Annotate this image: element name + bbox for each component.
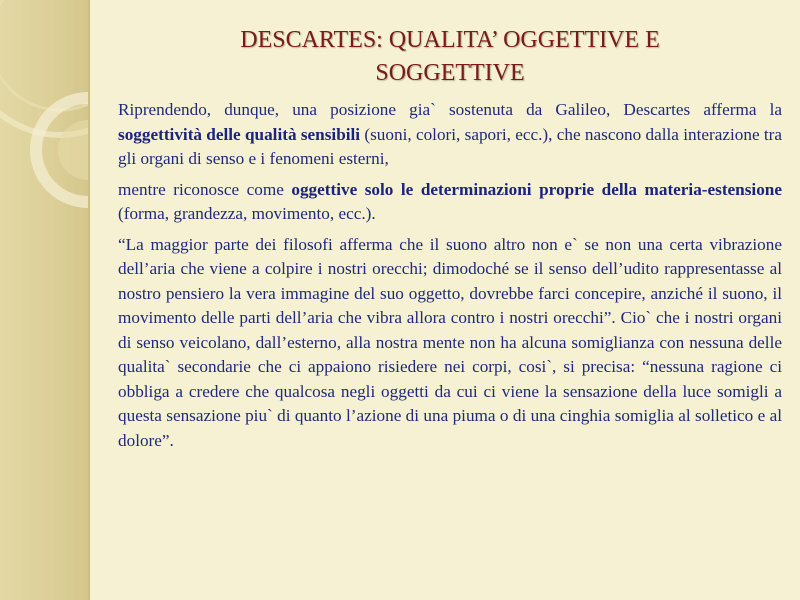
paragraph-1-text-a: Riprendendo, dunque, una posizione gia` sostenuta da Galileo, Descartes afferma la — [118, 100, 782, 119]
paragraph-1-bold: soggettività delle qualità sensibili — [118, 124, 361, 144]
paragraph-2-bold: oggettive solo le determinazioni proprie della materia-estensione — [291, 179, 782, 199]
paragraph-1-text-c: (suoni, colori, sapori, ecc.), che nascono dalla interazione tra gli organi di senso e i fenomeni esterni, — [118, 124, 783, 168]
paragraph-2-text-a: mentre riconosce come — [118, 179, 292, 199]
circle-ornament-icon — [0, 0, 88, 600]
sidebar-divider — [88, 0, 90, 600]
slide-title — [150, 24, 750, 90]
slide-title-line-1: DESCARTES: QUALITA’ OGGETTIVE E — [240, 27, 660, 53]
paragraph-2 — [118, 178, 782, 227]
paragraph-2-text-c: (forma, grandezza, movimento, ecc.). — [118, 204, 376, 223]
paragraph-1 — [118, 98, 782, 172]
decorative-sidebar — [0, 0, 88, 600]
slide-title-line-2: SOGGETTIVE — [375, 60, 525, 86]
slide-body — [118, 98, 782, 459]
paragraph-3: “La maggior parte dei filosofi afferma che il suono altro non e` se non una certa vibrazione dell’aria che viene a colpire i nostri orecchi; dimodoché se il senso dell’udito rappresentasse al nostro pensiero la vera immagine del suo oggetto, dovrebbe farci concepire, anziché il suono, il movimento delle parti dell’aria che vibra allora contro i nostri orecchi”. Cio` che i nostri organi di senso veicolano, dall’esterno, alla nostra mente non ha alcuna somiglianza con nessuna delle qualita` secondarie che ci appaiono risiedere nei corpi, cosi`, si precisa: “nessuna ragione ci obbliga a credere che qualcosa negli oggetti da cui ci viene la sensazione della luce somigli a questa sensazione piu` di quanto l’azione di una piuma o di una cinghia somiglia al solletico e al dolore”. — [118, 234, 782, 450]
